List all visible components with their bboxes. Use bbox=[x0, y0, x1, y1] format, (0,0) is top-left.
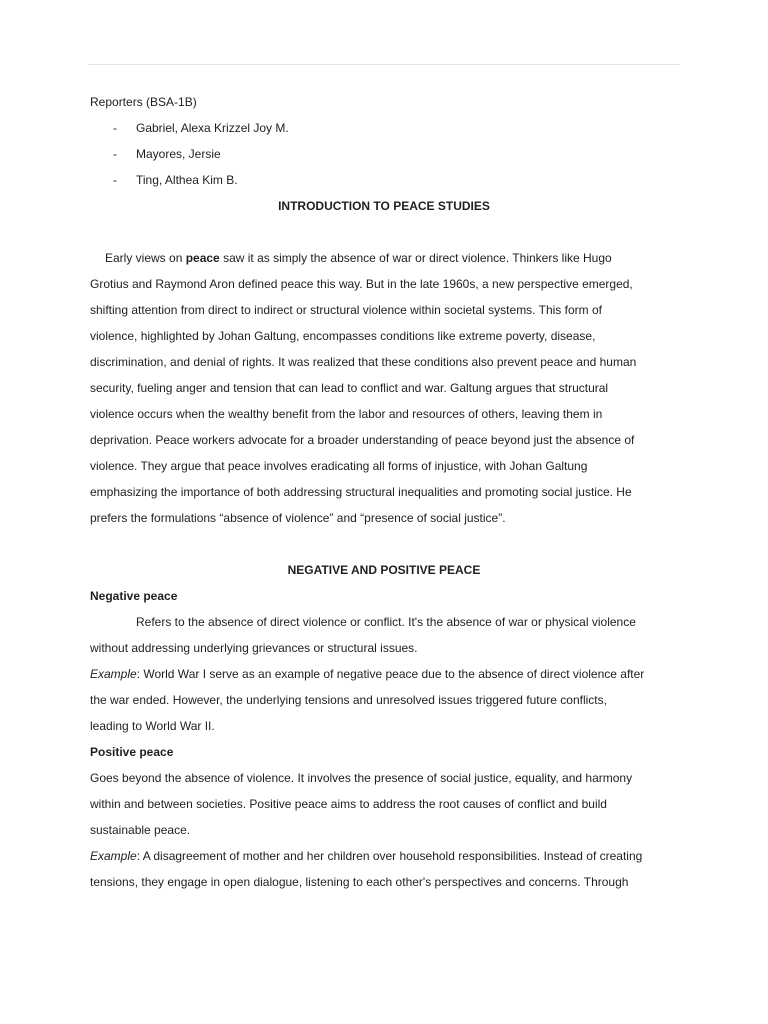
positive-example-line: tensions, they engage in open dialogue, listening to each other's perspectives and concerns. Through bbox=[90, 875, 629, 889]
list-dash: - bbox=[113, 173, 117, 187]
header-rule bbox=[88, 64, 680, 65]
reporter-name: Gabriel, Alexa Krizzel Joy M. bbox=[136, 121, 289, 135]
intro-paragraph-line: Grotius and Raymond Aron defined peace this way. But in the late 1960s, a new perspective emerged, bbox=[90, 277, 633, 291]
example-label: Example bbox=[90, 667, 137, 681]
document-body bbox=[90, 89, 678, 895]
negative-peace-heading: Negative peace bbox=[90, 589, 178, 603]
positive-definition-line: Goes beyond the absence of violence. It involves the presence of social justice, equality, and harmony bbox=[90, 771, 633, 785]
reporters-heading: Reporters (BSA-1B) bbox=[90, 95, 197, 109]
reporter-item bbox=[90, 167, 678, 193]
reporter-item bbox=[90, 115, 678, 141]
positive-definition-line: within and between societies. Positive peace aims to address the root causes of conflict and build bbox=[90, 797, 607, 811]
section-title-peace-types: NEGATIVE AND POSITIVE PEACE bbox=[287, 563, 481, 577]
negative-definition-line: Refers to the absence of direct violence or conflict. It's the absence of war or physical violence bbox=[136, 615, 636, 629]
negative-example-line: the war ended. However, the underlying tensions and unresolved issues triggered future conflicts, bbox=[90, 693, 607, 707]
section-title-intro: INTRODUCTION TO PEACE STUDIES bbox=[278, 199, 490, 213]
blank-line bbox=[90, 531, 678, 557]
negative-example-line bbox=[90, 661, 678, 687]
example-text: : World War I serve as an example of negative peace due to the absence of direct violence after bbox=[136, 667, 645, 681]
intro-paragraph-line: violence, highlighted by Johan Galtung, encompasses conditions like extreme poverty, disease, bbox=[90, 329, 596, 343]
intro-bold-term: peace bbox=[185, 251, 220, 265]
blank-line bbox=[90, 219, 678, 245]
intro-paragraph-line bbox=[90, 245, 678, 271]
list-dash: - bbox=[113, 147, 117, 161]
intro-text: saw it as simply the absence of war or direct violence. Thinkers like Hugo bbox=[219, 251, 612, 265]
reporter-item bbox=[90, 141, 678, 167]
reporter-name: Mayores, Jersie bbox=[136, 147, 221, 161]
intro-text: Early views on bbox=[105, 251, 186, 265]
positive-definition-line: sustainable peace. bbox=[90, 823, 191, 837]
intro-paragraph-line: discrimination, and denial of rights. It was realized that these conditions also prevent peace and human bbox=[90, 355, 637, 369]
intro-paragraph-line: violence. They argue that peace involves eradicating all forms of injustice, with Johan Galtung bbox=[90, 459, 588, 473]
intro-paragraph-line: shifting attention from direct to indirect or structural violence within societal systems. This form of bbox=[90, 303, 602, 317]
intro-paragraph-line: violence occurs when the wealthy benefit from the labor and resources of others, leaving them in bbox=[90, 407, 603, 421]
intro-paragraph-line: security, fueling anger and tension that can lead to conflict and war. Galtung argues that structural bbox=[90, 381, 609, 395]
example-label: Example bbox=[90, 849, 137, 863]
list-dash: - bbox=[113, 121, 117, 135]
reporter-name: Ting, Althea Kim B. bbox=[136, 173, 238, 187]
positive-example-line bbox=[90, 843, 678, 869]
intro-paragraph-line: deprivation. Peace workers advocate for a broader understanding of peace beyond just the absence of bbox=[90, 433, 635, 447]
negative-example-line: leading to World War II. bbox=[90, 719, 215, 733]
intro-paragraph-line: prefers the formulations “absence of violence” and “presence of social justice”. bbox=[90, 511, 506, 525]
intro-paragraph-line: emphasizing the importance of both addressing structural inequalities and promoting social justice. He bbox=[90, 485, 632, 499]
negative-definition-line: without addressing underlying grievances or structural issues. bbox=[90, 641, 418, 655]
positive-peace-heading: Positive peace bbox=[90, 745, 174, 759]
example-text: : A disagreement of mother and her children over household responsibilities. Instead of creating bbox=[136, 849, 643, 863]
